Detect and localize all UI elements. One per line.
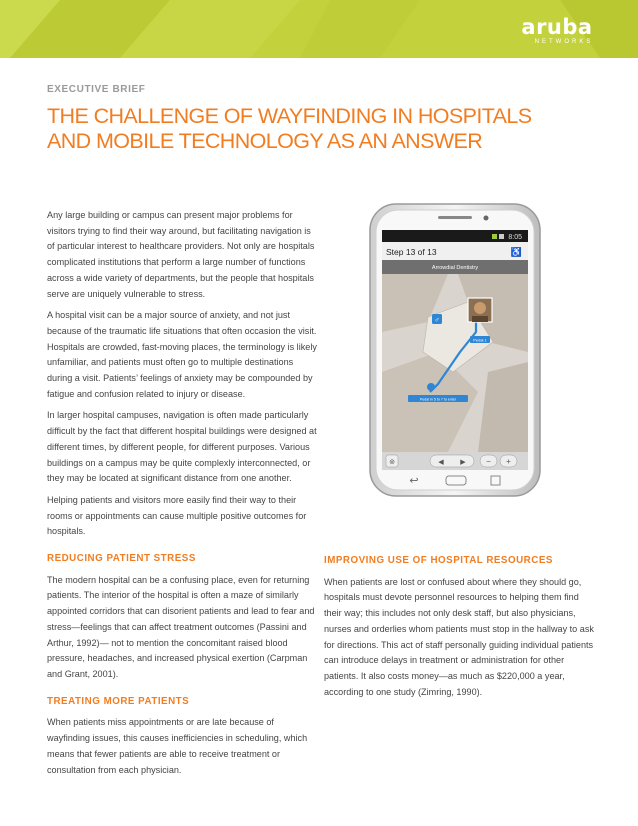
back-key-icon[interactable]: ↩ xyxy=(409,475,419,487)
eyebrow-label: EXECUTIVE BRIEF xyxy=(47,84,146,95)
page-title: THE CHALLENGE OF WAYFINDING IN HOSPITALS AND MOBILE TECHNOLOGY AS AN ANSWER xyxy=(47,104,532,153)
logo-wordmark: aruba xyxy=(521,15,593,39)
intro-paragraph-2: A hospital visit can be a major source of anxiety, and not just because of the traumatic life situations that often occasion the visit. Hospitals are crowded, fast-moving places, the terminology is likely unfamiliar, and patients must often go to multiple destinations during a visit. Patients’ feelings of anxiety may be compounded by fatigue and confusion related to injury or disease. xyxy=(47,310,317,399)
intro-paragraph-1: Any large building or campus can present major problems for visitors trying to find their way around, but facilitating navigation is of particular interest to healthcare providers. Not only are hospitals complicated institutions that perform a large number of functions across a wide variety of departments, but the people that hospitals serve are uniquely vulnerable to stress. xyxy=(47,210,315,299)
heading-treating-more: TREATING MORE PATIENTS xyxy=(47,695,190,707)
step-label: Step 13 of 13 xyxy=(386,247,437,257)
intro-paragraph-4: Helping patients and visitors more easily find their way to their rooms or appointments can cause multiple positive outcomes for hospitals. xyxy=(47,494,307,537)
front-camera xyxy=(484,216,489,221)
svg-text:⊚: ⊚ xyxy=(389,459,395,466)
accessibility-icon[interactable]: ♿ xyxy=(510,247,522,257)
location-marker xyxy=(427,383,435,391)
right-column xyxy=(324,553,596,700)
aruba-logo[interactable] xyxy=(509,16,605,46)
status-time: 8:05 xyxy=(508,234,522,241)
heading-reducing-stress: REDUCING PATIENT STRESS xyxy=(47,553,196,565)
step-nav-control[interactable] xyxy=(430,455,474,467)
paragraph-treating-more: When patients miss appointments or are late because of wayfinding issues, this causes inefficiencies in scheduling, which means that fewer patients are able to receive treatment or consultation from each physician. xyxy=(47,717,308,775)
svg-text:−: − xyxy=(486,457,491,466)
smartphone-illustration xyxy=(368,202,544,500)
svg-text:+: + xyxy=(506,457,511,466)
next-step-icon[interactable]: ▶ xyxy=(460,459,466,466)
intro-paragraph-3: In larger hospital campuses, navigation is often made particularly difficult by the fact that different hospital buildings were designed at different times, by different people, for different purposes. Various buildings on a campus may be quite complexly interconnected, or they may be located at significant distance from one another. xyxy=(47,410,317,484)
previous-step-icon[interactable]: ◀ xyxy=(438,459,444,466)
paragraph-hospital-resources: When patients are lost or confused about where they should go, hospitals must devote personnel resources to helping them find their way; this includes not only desk staff, but also physicians, nurses and orderlies whom patients must stop in the hallway to ask for directions. This act of staff personally guiding individual patients can introduce delays in treatment or administration for other patients. It also costs money—as much as $220,000 a year, according to one study (Zimring, 1990). xyxy=(324,576,594,697)
heading-hospital-resources: IMPROVING USE OF HOSPITAL RESOURCES xyxy=(324,555,553,566)
paragraph-reducing-stress: The modern hospital can be a confusing place, even for returning patients. The interior of the hospital is often a maze of similarly appointed corridors that can disorient patients and lead to fear and stress—feelings that can affect treatment outcomes (Passini and Arthur, 1992)— not to mention the concomitant raised blood pressure, headaches, and increased physical exertion (Carpman and Grant, 2001). xyxy=(47,574,315,679)
left-column xyxy=(47,208,317,784)
status-bar xyxy=(382,230,528,242)
svg-text:Pedal in 5 to 7 to enter: Pedal in 5 to 7 to enter xyxy=(419,397,457,402)
speaker-grille xyxy=(438,216,472,219)
svg-text:Pedal 1: Pedal 1 xyxy=(473,337,487,343)
map-header-label: Arrowdial Dentistry xyxy=(431,265,479,271)
header-band xyxy=(0,0,638,58)
logo-tagline: NETWORKS xyxy=(534,39,594,45)
svg-text:♂: ♂ xyxy=(434,317,440,324)
